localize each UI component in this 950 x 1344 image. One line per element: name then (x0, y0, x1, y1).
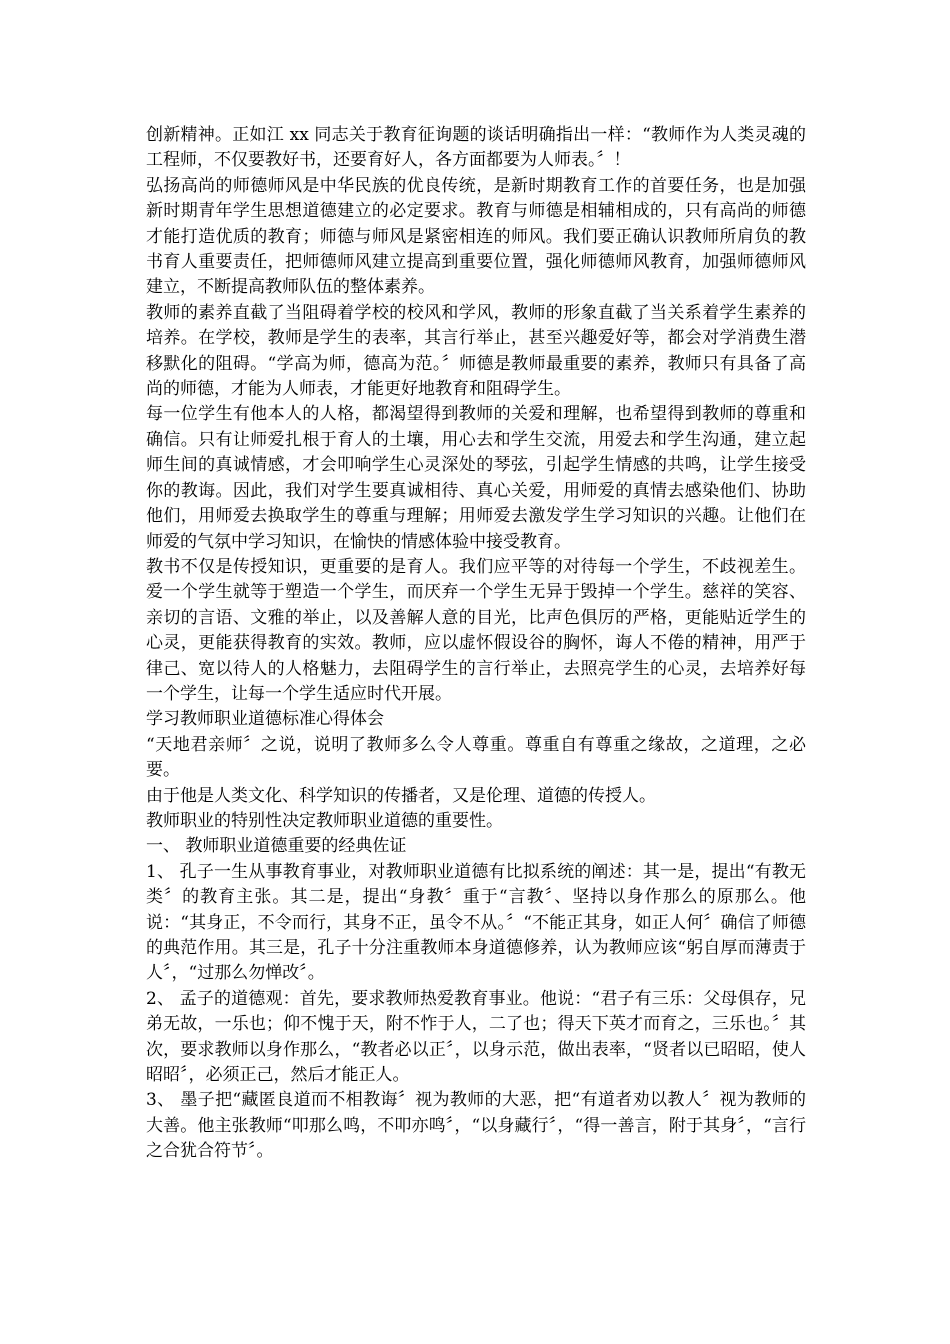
paragraph-knowledge-transmitter: 由于他是人类文化、科学知识的传播者，又是伦理、道德的传授人。 (146, 785, 656, 806)
paragraph-intro-continuation: 创新精神。正如江 xx 同志关于教育征询题的谈话明确指出一样：“教师作为人类灵魂的工程师，不仅要教好书，还要育好人，各方面都要为人师表。〞！ (146, 125, 806, 171)
paragraph-teacher-ethics-tradition: 弘扬高尚的师德师风是中华民族的优良传统，是新时期教育工作的首要任务，也是加强新时期青年学生思想道德建立的必定要求。教育与师德是相辅相成的，只有高尚的师德才能打造优质的教育；师德与师风是紧密相连的师风。我们要正确认识教师所肩负的教书育人重要责任，把师德师风建立提高到重要位置，强化师德师风教育，加强师德师风建立，不断提高教师队伍的整体素养。 (146, 175, 806, 298)
paragraph-student-respect: 每一位学生有他本人的人格，都渴望得到教师的关爱和理解，也希望得到教师的尊重和确信。只有让师爱扎根于育人的土壤，用心去和学生交流，用爱去和学生沟通，建立起师生间的真诚情感，才会叩响学生心灵深处的琴弦，引起学生情感的共鸣，让学生接受你的教诲。因此，我们对学生要真诚相待、真心关爱，用师爱的真情去感染他们、协助他们，用师爱去换取学生的尊重与理解；用师爱去激发学生学习知识的兴趣。让他们在师爱的气氛中学习知识，在愉快的情感体验中接受教育。 (146, 404, 806, 552)
paragraph-teacher-quality: 教师的素养直截了当阻碍着学校的校风和学风，教师的形象直截了当关系着学生素养的培养。在学校，教师是学生的表率，其言行举止，甚至兴趣爱好等，都会对学消费生潜移默化的阻碍。“学高为师，德高为范。〞师德是教师最重要的素养，教师只有具备了高尚的师德，才能为人师表，才能更好地教育和阻碍学生。 (146, 302, 806, 400)
list-item-mozi: 3、 墨子把“藏匿良道而不相教诲〞视为教师的大恶，把“有道者劝以教人〞视为教师的大善。他主张教师“叩那么鸣，不叩亦鸣〞，“以身藏行〞，“得一善言，附于其身〞，“言行之合犹合符节〞。 (146, 1090, 806, 1162)
document-body (146, 123, 806, 1165)
section-title: 学习教师职业道德标准心得体会 (146, 709, 384, 730)
paragraph-heaven-earth-teacher: “天地君亲师〞之说，说明了教师多么令人尊重。尊重自有尊重之缘故，之道理，之必要。 (146, 734, 806, 781)
list-item-confucius: 1、 孔子一生从事教育事业，对教师职业道德有比拟系统的阐述：其一是，提出“有教无类〞的教育主张。其二是，提出“身教〞重于“言教〞、坚持以身作那么的原那么。他说：“其身正，不令而行，其身不正，虽令不从。〞“不能正其身，如正人何〞确信了师德的典范作用。其三是，孔子十分注重教师本身道德修养，认为教师应该“躬自厚而薄责于人〞，“过那么勿惮改〞。 (146, 861, 806, 984)
paragraph-education-purpose: 教书不仅是传授知识，更重要的是育人。我们应平等的对待每一个学生，不歧视差生。爱一个学生就等于塑造一个学生，而厌弃一个学生无异于毁掉一个学生。慈祥的笑容、亲切的言语、文雅的举止，以及善解人意的目光，比声色俱厉的严格，更能贴近学生的心灵，更能获得教育的实效。教师，应以虚怀假设谷的胸怀，诲人不倦的精神，用严于律己、宽以待人的人格魅力，去阻碍学生的言行举止，去照亮学生的心灵，去培养好每一个学生，让每一个学生适应时代开展。 (146, 556, 806, 704)
list-item-mencius: 2、 孟子的道德观：首先，要求教师热爱教育事业。他说：“君子有三乐：父母俱存，兄弟无故，一乐也；仰不愧于天，附不怍于人，二了也；得天下英才而育之，三乐也。〞其次，要求教师以身作那么，“教者必以正〞，以身示范，做出表率，“贤者以已昭昭，使人昭昭〞，必须正己，然后才能正人。 (146, 988, 806, 1086)
paragraph-profession-importance: 教师职业的特别性决定教师职业道德的重要性。 (146, 810, 503, 831)
subsection-heading: 一、 教师职业道德重要的经典佐证 (146, 836, 407, 857)
